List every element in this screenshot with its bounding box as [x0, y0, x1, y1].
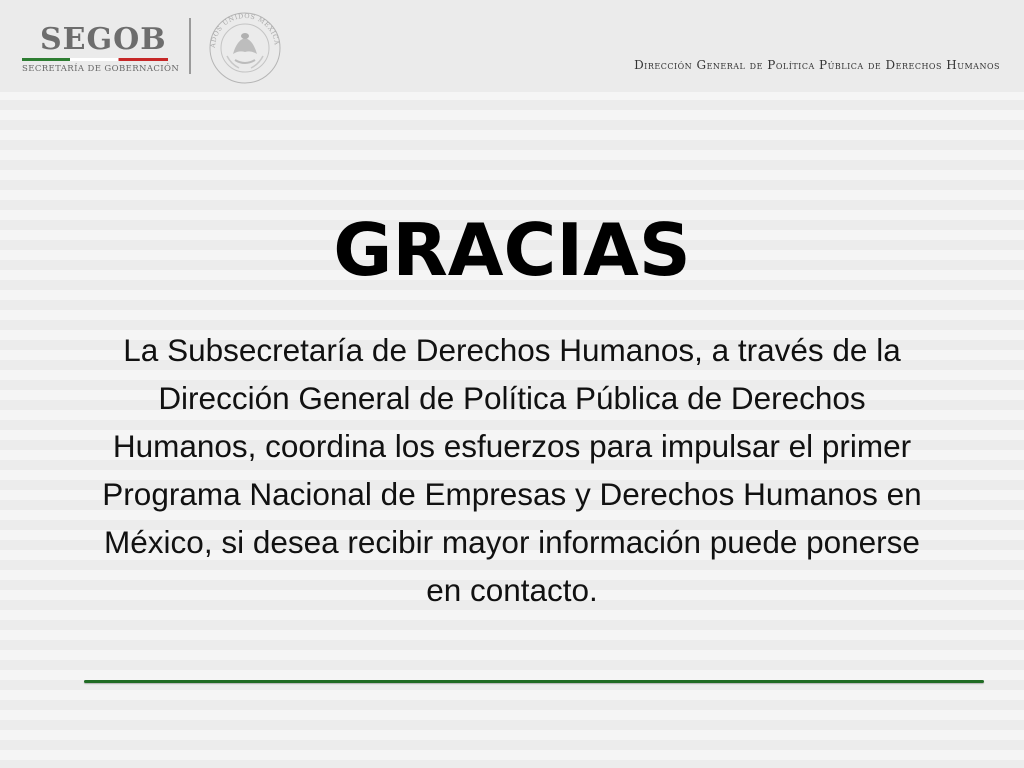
- header-divider: [189, 18, 191, 74]
- national-seal-icon: [205, 10, 285, 86]
- logo-subtitle: SECRETARÍA DE GOBERNACIÓN: [22, 64, 180, 74]
- header-title: Dirección General de Política Pública de Derechos Humanos: [634, 58, 1000, 72]
- slide-body-text: La Subsecretaría de Derechos Humanos, a través de la Dirección General de Política Pública de Derechos Humanos, coordina los esfuerzos para impulsar el primer Programa Nacional de Empresas y Derechos Humanos en México, si desea recibir mayor información puede ponerse en contacto.: [102, 332, 922, 608]
- logo-wordmark: SEGOB: [40, 22, 167, 57]
- slide-title: GRACIAS: [333, 208, 691, 292]
- footer-divider-line: [84, 680, 984, 683]
- logo-flag-stripe: [22, 58, 168, 61]
- seal-text: ADOS UNIDOS MEXICA: [208, 11, 281, 49]
- header: [0, 0, 1024, 92]
- segob-logo: [22, 22, 180, 78]
